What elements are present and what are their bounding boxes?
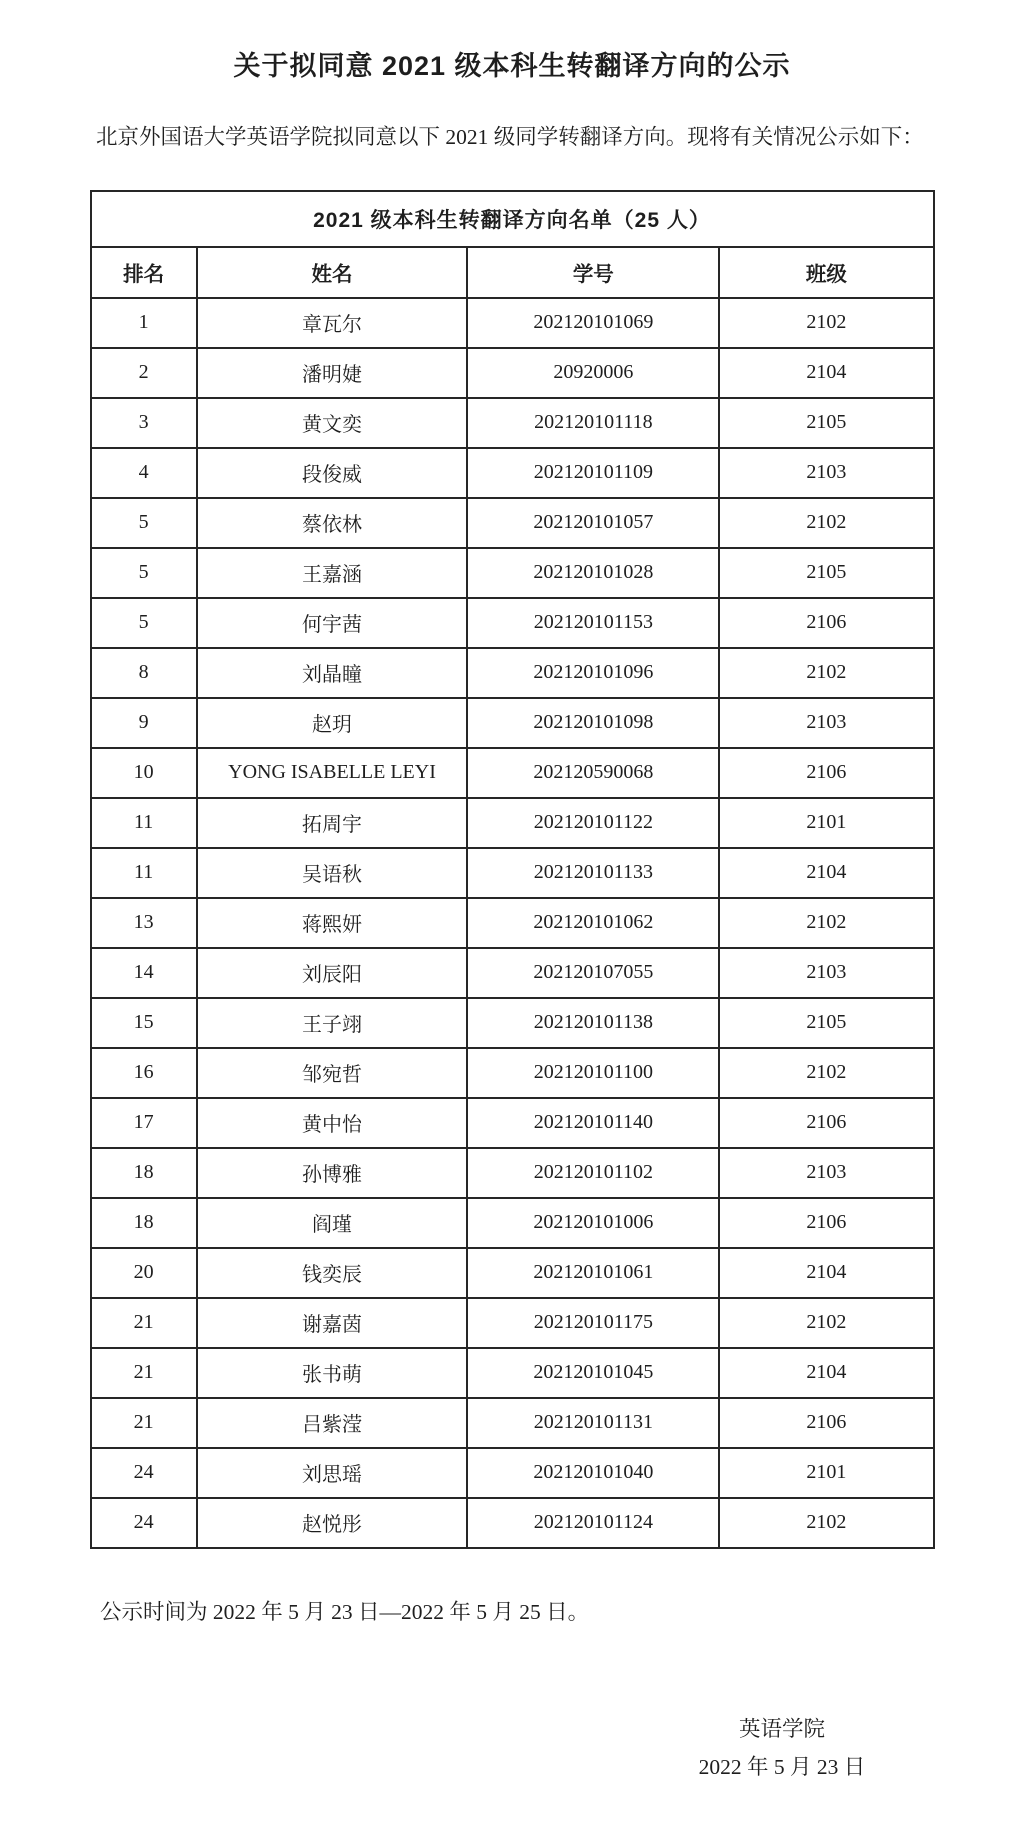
table-cell-class: 2102: [719, 1048, 933, 1098]
table-cell-student-id: 202120101133: [467, 848, 719, 898]
table-row: [91, 748, 934, 798]
table-cell-rank: 5: [91, 598, 197, 648]
table-row: [91, 898, 934, 948]
col-header-name: 姓名: [197, 247, 468, 298]
table-row: [91, 1198, 934, 1248]
table-cell-name: 张书萌: [197, 1348, 468, 1398]
table-cell-class: 2106: [719, 598, 933, 648]
table-cell-class: 2105: [719, 548, 933, 598]
table-cell-student-id: 202120101006: [467, 1198, 719, 1248]
table-cell-student-id: 202120590068: [467, 748, 719, 798]
table-cell-class: 2101: [719, 1448, 933, 1498]
table-cell-student-id: 202120101102: [467, 1148, 719, 1198]
table-row: [91, 1048, 934, 1098]
table-cell-class: 2104: [719, 1348, 933, 1398]
table-cell-student-id: 202120101028: [467, 548, 719, 598]
table-cell-rank: 20: [91, 1248, 197, 1298]
table-cell-rank: 5: [91, 498, 197, 548]
table-cell-name: 王子翊: [197, 998, 468, 1048]
table-row: [91, 1448, 934, 1498]
table-cell-class: 2101: [719, 798, 933, 848]
table-cell-class: 2103: [719, 698, 933, 748]
table-row: [91, 1098, 934, 1148]
table-row: [91, 848, 934, 898]
table-cell-student-id: 202120101096: [467, 648, 719, 698]
table-cell-name: 吴语秋: [197, 848, 468, 898]
table-cell-rank: 21: [91, 1398, 197, 1448]
table-cell-student-id: 202120107055: [467, 948, 719, 998]
table-cell-class: 2106: [719, 748, 933, 798]
table-cell-rank: 21: [91, 1348, 197, 1398]
table-cell-class: 2105: [719, 998, 933, 1048]
table-row: [91, 798, 934, 848]
table-row: [91, 948, 934, 998]
table-cell-student-id: 202120101100: [467, 1048, 719, 1098]
col-header-class: 班级: [719, 247, 933, 298]
signature-org: 英语学院: [738, 1716, 825, 1741]
table-cell-class: 2102: [719, 898, 933, 948]
table-cell-class: 2102: [719, 498, 933, 548]
table-cell-rank: 1: [91, 298, 197, 348]
table-cell-student-id: 202120101045: [467, 1348, 719, 1398]
table-cell-student-id: 20920006: [467, 348, 719, 398]
table-cell-name: 刘晶瞳: [197, 648, 468, 698]
table-cell-student-id: 202120101122: [467, 798, 719, 848]
table-cell-rank: 24: [91, 1448, 197, 1498]
table-cell-class: 2104: [719, 1248, 933, 1298]
table-cell-name: 拓周宇: [197, 798, 468, 848]
table-cell-rank: 13: [91, 898, 197, 948]
table-cell-student-id: 202120101069: [467, 298, 719, 348]
table-cell-rank: 8: [91, 648, 197, 698]
table-row: [91, 598, 934, 648]
table-row: [91, 1298, 934, 1348]
table-cell-name: 赵悦彤: [197, 1498, 468, 1548]
table-row: [91, 1398, 934, 1448]
table-row: [91, 1348, 934, 1398]
table-cell-class: 2102: [719, 648, 933, 698]
table-cell-class: 2103: [719, 1148, 933, 1198]
table-cell-student-id: 202120101124: [467, 1498, 719, 1548]
table-cell-name: 何宇茜: [197, 598, 468, 648]
table-cell-name: YONG ISABELLE LEYI: [197, 748, 468, 798]
table-row: [91, 398, 934, 448]
table-cell-rank: 15: [91, 998, 197, 1048]
table-cell-class: 2106: [719, 1398, 933, 1448]
table-cell-class: 2105: [719, 398, 933, 448]
table-cell-rank: 4: [91, 448, 197, 498]
table-cell-name: 段俊威: [197, 448, 468, 498]
table-cell-class: 2102: [719, 1298, 933, 1348]
table-cell-rank: 16: [91, 1048, 197, 1098]
table-cell-name: 蔡依林: [197, 498, 468, 548]
page-title: 关于拟同意 2021 级本科生转翻译方向的公示: [233, 51, 791, 81]
table-cell-class: 2104: [719, 848, 933, 898]
table-cell-rank: 18: [91, 1198, 197, 1248]
table-cell-name: 潘明婕: [197, 348, 468, 398]
table-cell-class: 2102: [719, 1498, 933, 1548]
table-cell-name: 刘辰阳: [197, 948, 468, 998]
table-cell-name: 章瓦尔: [197, 298, 468, 348]
table-cell-student-id: 202120101153: [467, 598, 719, 648]
table-cell-rank: 11: [91, 848, 197, 898]
roster-table: [90, 190, 935, 1549]
table-cell-name: 蒋熙妍: [197, 898, 468, 948]
table-body: [91, 298, 934, 1548]
table-row: [91, 1248, 934, 1298]
publicity-period-note: 公示时间为 2022 年 5 月 23 日—2022 年 5 月 25 日。: [100, 1599, 590, 1624]
table-cell-name: 阎瑾: [197, 1198, 468, 1248]
table-row: [91, 698, 934, 748]
table-row: [91, 548, 934, 598]
table-cell-name: 王嘉涵: [197, 548, 468, 598]
table-cell-name: 刘思瑶: [197, 1448, 468, 1498]
table-cell-name: 钱奕辰: [197, 1248, 468, 1298]
table-caption: 2021 级本科生转翻译方向名单（25 人）: [91, 191, 934, 247]
table-cell-rank: 11: [91, 798, 197, 848]
table-cell-student-id: 202120101131: [467, 1398, 719, 1448]
intro-paragraph: 北京外国语大学英语学院拟同意以下 2021 级同学转翻译方向。现将有关情况公示如下：: [96, 125, 924, 149]
table-cell-rank: 21: [91, 1298, 197, 1348]
table-caption-row: [91, 191, 934, 247]
table-row: [91, 998, 934, 1048]
table-cell-student-id: 202120101040: [467, 1448, 719, 1498]
col-header-student-id: 学号: [467, 247, 719, 298]
table-cell-name: 谢嘉茵: [197, 1298, 468, 1348]
table-cell-student-id: 202120101140: [467, 1098, 719, 1148]
table-cell-class: 2106: [719, 1198, 933, 1248]
table-cell-rank: 17: [91, 1098, 197, 1148]
table-cell-rank: 24: [91, 1498, 197, 1548]
table-cell-rank: 14: [91, 948, 197, 998]
table-row: [91, 298, 934, 348]
table-header-row: [91, 247, 934, 298]
table-cell-name: 赵玥: [197, 698, 468, 748]
table-cell-name: 黄中怡: [197, 1098, 468, 1148]
table-cell-name: 吕紫滢: [197, 1398, 468, 1448]
table-cell-class: 2103: [719, 448, 933, 498]
table-cell-class: 2106: [719, 1098, 933, 1148]
table-cell-rank: 10: [91, 748, 197, 798]
table-row: [91, 1148, 934, 1198]
table-row: [91, 448, 934, 498]
signature-block: [40, 1710, 984, 1786]
table-cell-student-id: 202120101057: [467, 498, 719, 548]
table-cell-student-id: 202120101061: [467, 1248, 719, 1298]
signature-date: 2022 年 5 月 23 日: [698, 1754, 866, 1779]
table-cell-name: 黄文奕: [197, 398, 468, 448]
table-cell-rank: 2: [91, 348, 197, 398]
table-row: [91, 498, 934, 548]
table-cell-rank: 18: [91, 1148, 197, 1198]
col-header-rank: 排名: [91, 247, 197, 298]
table-cell-student-id: 202120101109: [467, 448, 719, 498]
table-cell-student-id: 202120101175: [467, 1298, 719, 1348]
table-cell-class: 2104: [719, 348, 933, 398]
table-row: [91, 348, 934, 398]
table-cell-class: 2103: [719, 948, 933, 998]
table-cell-rank: 3: [91, 398, 197, 448]
table-cell-class: 2102: [719, 298, 933, 348]
table-row: [91, 1498, 934, 1548]
table-cell-name: 孙博雅: [197, 1148, 468, 1198]
table-cell-rank: 9: [91, 698, 197, 748]
table-row: [91, 648, 934, 698]
table-cell-student-id: 202120101098: [467, 698, 719, 748]
table-cell-student-id: 202120101118: [467, 398, 719, 448]
table-cell-student-id: 202120101062: [467, 898, 719, 948]
table-cell-rank: 5: [91, 548, 197, 598]
table-cell-student-id: 202120101138: [467, 998, 719, 1048]
table-cell-name: 邹宛哲: [197, 1048, 468, 1098]
